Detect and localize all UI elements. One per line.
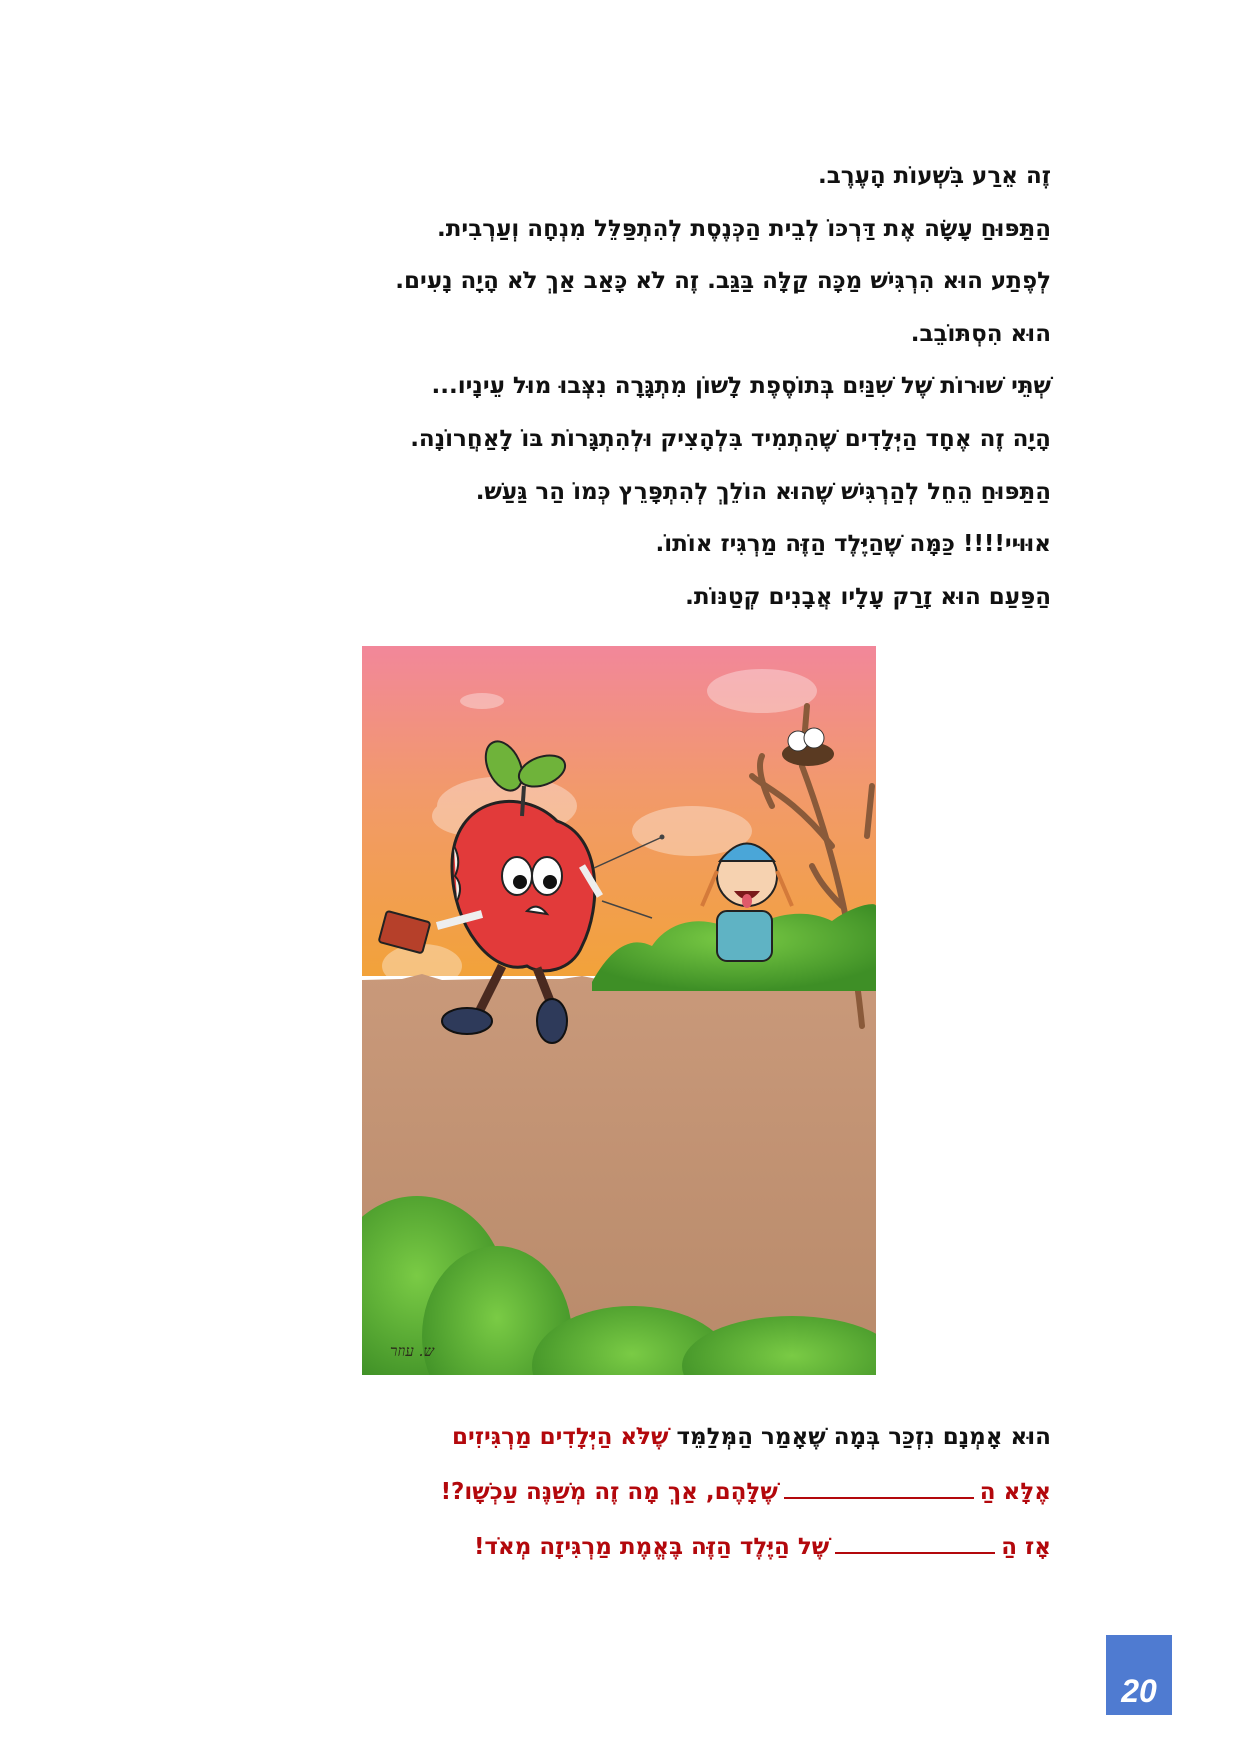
fill-in-questions: [291, 1410, 1051, 1575]
story-line: זֶה אֵרַע בִּשְׁעוֹת הָעֶרֶב.: [817, 163, 1051, 189]
illustrator-signature: ש. עוזר: [390, 1342, 435, 1360]
story-line: הַתַּפּוּחַ הֵחֵל לְהַרְגִּישׁ שֶׁהוּא הוֹלֵךְ לְהִתְפָּרֵץ כְּמוֹ הַר גַּעַשׁ.: [475, 478, 1051, 505]
page-number-box: [1106, 1635, 1172, 1715]
question-line-3: [291, 1520, 1051, 1575]
story-illustration: [362, 646, 876, 1375]
question-suffix: שֶׁל הַיֶּלֶד הַזֶּה בֶּאֱמֶת מַרְגִּיזָה מְאֹד!: [473, 1534, 830, 1560]
fill-in-blank[interactable]: [835, 1534, 995, 1554]
story-line: הָיָה זֶה אֶחָד הַיְּלָדִים שֶׁהִתְמִיד בִּלְהָצִיק וּלְהִתְגָּרוֹת בּוֹ לָאַחֲרוֹנָה.: [410, 425, 1051, 452]
story-line: אוּוּיי!!!! כַּמָּה שֶׁהַיֶּלֶד הַזֶּה מַרְגִּיז אוֹתוֹ.: [655, 531, 1051, 558]
fill-in-blank[interactable]: [784, 1479, 974, 1499]
story-line: הוּא הִסְתּוֹבֵב.: [910, 320, 1051, 347]
illustration-svg: [362, 646, 876, 1375]
question-line-1: [291, 1410, 1051, 1465]
question-line-2: [291, 1465, 1051, 1520]
story-line: לְפֶתַע הוּא הִרְגִּישׁ מַכָּה קַלָּה בַּגַּב. זֶה לֹא כָּאַב אַךְ לֹא הָיָה נָעִים.: [395, 268, 1051, 295]
story-text: [291, 150, 1051, 623]
question-prefix: אֶלָּא הַ: [979, 1479, 1051, 1505]
story-line: הַתַּפּוּחַ עָשָׂה אֶת דַּרְכּוֹ לְבֵית הַכְּנֶסֶת לְהִתְפַּלֵּל מִנְחָה וְעַרְבִית.: [436, 215, 1051, 242]
question-highlight: שֶׁלֹּא הַיְּלָדִים מַרְגִּיזִים: [452, 1424, 669, 1450]
question-text: הוּא אָמְנָם נִזְכַּר בְּמָה שֶׁאָמַר הַמְּלַמֵּד: [668, 1424, 1051, 1450]
story-line: שְׁתֵּי שׁוּרוֹת שֶׁל שִׁנַּיִם בְּתוֹסֶפֶת לָשׁוֹן מִתְגָּרָה נִצְּבוּ מוּל עֵינָיו...: [431, 373, 1051, 400]
story-line: הַפַּעַם הוּא זָרַק עָלָיו אֲבָנִים קְטַנּוֹת.: [685, 583, 1051, 610]
page-number: 20: [1121, 1673, 1157, 1709]
question-prefix: אָז הַ: [1001, 1534, 1051, 1560]
question-suffix: שֶׁלָּהֶם, אַךְ מָה זֶה מְשַׁנֶּה עַכְשָׁו?!: [440, 1479, 778, 1505]
